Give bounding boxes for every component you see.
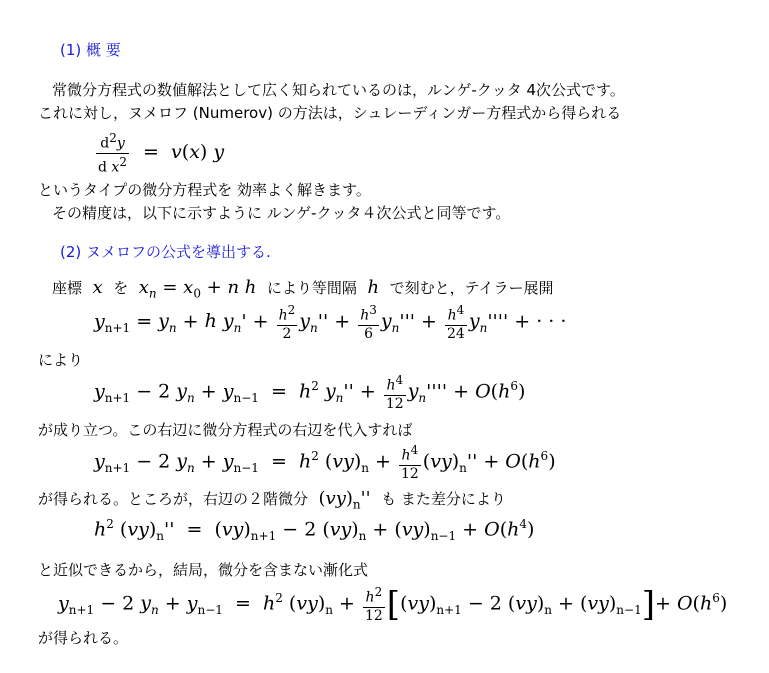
paragraph-line: 座標 x を $x_n = x_0 + n$ h により等間隔 h で刻むと，テイラー展開	[52, 277, 554, 301]
paragraph-line: が得られる。ところが，右辺の２階微分 $(vy)_n''$ も また差分により	[38, 488, 506, 512]
section-heading-derivation: (2) ヌメロフの公式を導出する.	[60, 243, 271, 261]
equation-central-difference: $y_{n+1} - 2$ $y_n + y_{n-1} = h^2$ $y_n''$ + $\frac{h^4}{12}$ $y_n'''' + O(h^6)$	[94, 373, 526, 412]
paragraph-line: が得られる。	[38, 629, 129, 647]
paragraph-line: により	[38, 351, 84, 369]
equation-second-derivative-difference: $h^2$ $(vy)_n'' = (vy)_{n+1} - 2$ $(vy)_n + (vy)_{n-1} + O(h^4)$	[94, 517, 535, 544]
paragraph-line: その精度は，以下に示すように ルンゲ-クッタ４次公式と同等です。	[52, 204, 511, 222]
paragraph-line: 常微分方程式の数値解法として広く知られているのは，ルンゲ-クッタ 4次公式です。	[52, 81, 625, 99]
paragraph-line: が成り立つ。この右辺に微分方程式の右辺を代入すれば	[38, 421, 413, 439]
paragraph-line: これに対し，ヌメロフ (Numerov) の方法は，シュレーディンガー方程式から得られる	[38, 104, 622, 122]
equation-schrodinger-type: $\frac{d^2y}{d x^2}$ = v(x) y	[98, 131, 225, 176]
equation-numerov-recurrence: $y_{n+1} - 2$ $y_n + y_{n-1} = h^2$ $(vy)_n$ + $\frac{h^2}{12}$ [$(vy)_{n+1} - 2$ $(vy)_n + (vy)_{n-1}]+ O(h^6)$	[58, 584, 728, 625]
paragraph-line: というタイプの微分方程式を 効率よく解きます。	[38, 181, 371, 199]
section-heading-overview: (1) 概 要	[60, 41, 121, 59]
paragraph-line: と近似できるから，結局，微分を含まない漸化式	[38, 561, 369, 579]
equation-substituted: $y_{n+1} - 2$ $y_n + y_{n-1} = h^2$ $(vy)_n$ + $\frac{h^4}{12}$ $(vy)_n'' + O(h^6)$	[94, 443, 556, 482]
equation-taylor-expansion: $y_{n+1} = y_n + h$ $y_n'$ + $\frac{h^2}{2}$ $y_n''$ + $\frac{h^3}{6}$ $y_n'''$ + $\frac{h^4}{24}$ $y_n''''$ + · · ·	[94, 303, 567, 342]
